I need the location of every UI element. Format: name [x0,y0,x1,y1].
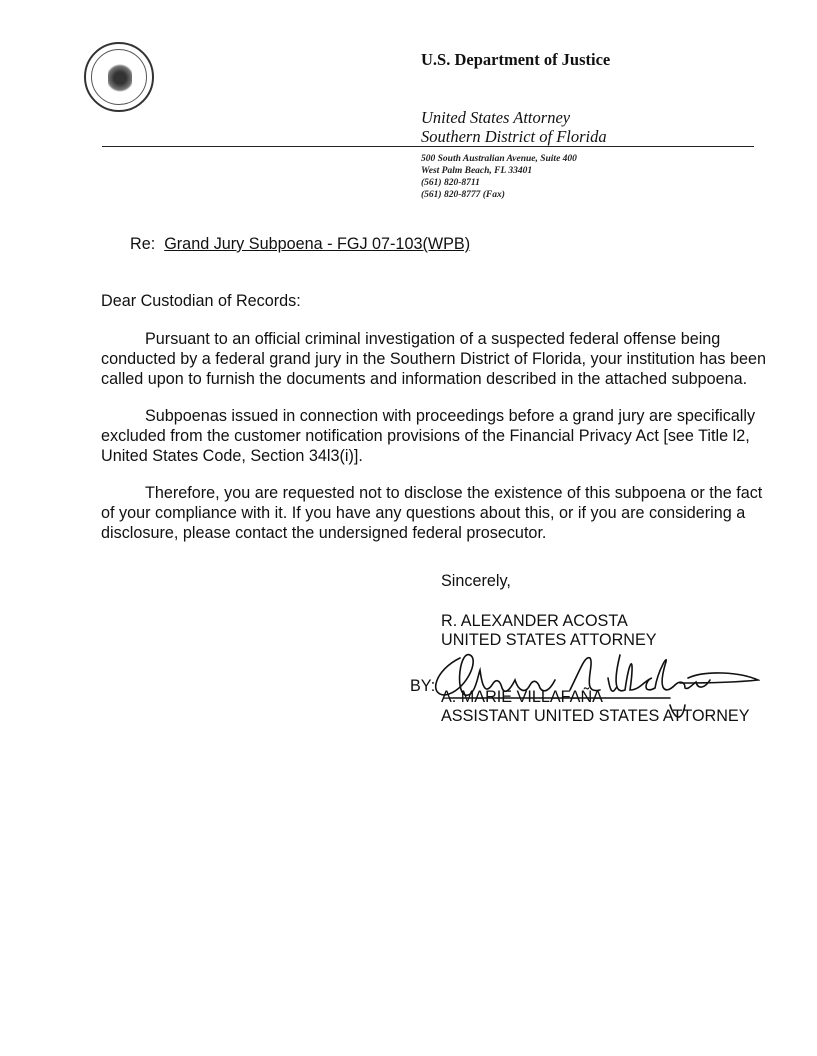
address-line: 500 South Australian Avenue, Suite 400 [421,154,577,164]
address-block [421,153,577,201]
attorney-title: ASSISTANT UNITED STATES ATTORNEY [441,707,750,725]
district-name: Southern District of Florida [421,127,607,146]
salutation: Dear Custodian of Records: [101,292,301,310]
paragraph-line: called upon to furnish the documents and information described in the attached subpoena. [101,370,748,388]
paragraph-line: excluded from the customer notification provisions of the Financial Privacy Act [see Title l2, [101,427,750,445]
department-heading: U.S. Department of Justice [421,50,611,69]
re-line [130,235,470,254]
paragraph-line: disclosure, please contact the undersigned federal prosecutor. [101,524,547,542]
re-subject: Grand Jury Subpoena - FGJ 07-103(WPB) [164,235,471,253]
signer-title: UNITED STATES ATTORNEY [441,631,657,649]
signer-name: R. ALEXANDER ACOSTA [441,612,628,630]
address-line: (561) 820-8777 (Fax) [421,190,505,200]
letterhead-rule [102,146,754,147]
attorney-name: A. MARIE VILLAFAÑA [441,688,603,706]
paragraph-line: Therefore, you are requested not to disclose the existence of this subpoena or the fact [145,484,763,502]
paragraph-line: United States Code, Section 34l3(i)]. [101,447,363,465]
paragraph-line: Pursuant to an official criminal investigation of a suspected federal offense being [145,330,721,348]
closing-sincerely: Sincerely, [441,572,511,590]
office-name: United States Attorney [421,108,571,127]
address-line: West Palm Beach, FL 33401 [421,166,533,176]
address-line: (561) 820-8711 [421,178,480,188]
doj-seal-logo [84,42,154,112]
paragraph-line: conducted by a federal grand jury in the Southern District of Florida, your institution has been [101,350,766,368]
paragraph-line: of your compliance with it. If you have any questions about this, or if you are considering a [101,504,746,522]
re-label: Re: [130,235,156,253]
by-label: BY: [410,677,436,695]
paragraph-line: Subpoenas issued in connection with proceedings before a grand jury are specifically [145,407,756,425]
